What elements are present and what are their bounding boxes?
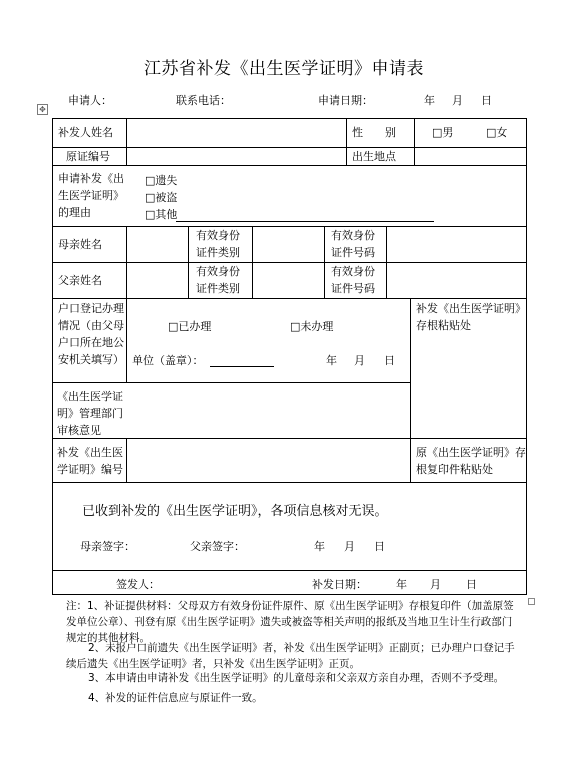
name-field[interactable]	[128, 120, 344, 146]
unit-seal-label: 单位（盖章）：	[132, 354, 204, 367]
father-sign-label: 父亲签字：	[190, 540, 245, 553]
reason-other-field[interactable]	[176, 205, 434, 222]
hukou-month-label: 月	[354, 354, 365, 367]
reason-stolen-checkbox[interactable]: □被盗	[145, 191, 178, 204]
apply-date-label: 申请日期：	[318, 94, 373, 107]
hukou-done-checkbox[interactable]: □已办理	[168, 320, 212, 333]
father-name-label: 父亲姓名	[58, 274, 102, 287]
mother-id-no-label: 有效身份证件号码	[331, 229, 375, 259]
mother-name-field[interactable]	[128, 228, 186, 260]
audit-label: 《出生医学证明》管理部门审核意见	[57, 390, 123, 437]
hukou-label: 户口登记办理情况（由父母户口所在地公安机关填写）	[58, 302, 124, 366]
sign-month-label: 月	[344, 540, 355, 553]
gender-label: 性 别	[352, 126, 396, 139]
issue-day-label: 日	[466, 578, 477, 591]
note-2: 2、未报户口前遗失《出生医学证明》者，补发《出生医学证明》正副页；已办理户口登记手续后遗失《出生医学证明》者，只补发《出生医学证明》正页。	[66, 642, 515, 670]
apply-year-label: 年	[424, 94, 435, 107]
table-end-marker	[528, 598, 535, 605]
note-3: 3、本申请由申请补发《出生医学证明》的儿童母亲和父亲双方亲自办理，否则不予受理。	[88, 672, 505, 684]
note-4: 4、补发的证件信息应与原证件一致。	[88, 692, 263, 704]
mother-sign-label: 母亲签字：	[80, 540, 135, 553]
sign-day-label: 日	[374, 540, 385, 553]
mother-name-label: 母亲姓名	[58, 238, 102, 251]
unit-seal-field[interactable]	[210, 352, 274, 367]
hukou-day-label: 日	[384, 354, 395, 367]
birthplace-field[interactable]	[416, 149, 524, 164]
hukou-not-done-checkbox[interactable]: □未办理	[290, 320, 334, 333]
father-name-field[interactable]	[128, 264, 186, 296]
page-title: 江苏省补发《出生医学证明》申请表	[144, 59, 424, 79]
reason-other-checkbox[interactable]: □其他	[145, 208, 178, 221]
issue-year-label: 年	[396, 578, 407, 591]
note-1: 注：1、补证提供材料：父母双方有效身份证件原件、原《出生医学证明》存根复印件（加盖原签发单位公章）、刊登有原《出生医学证明》遗失或被盗等相关声明的报纸及当地卫生计生行政部门规定的其他材料。	[66, 600, 514, 644]
female-checkbox[interactable]: □女	[486, 126, 508, 139]
issue-date-label: 补发日期：	[312, 578, 367, 591]
reissue-no-label: 补发《出生医学证明》编号	[57, 446, 123, 476]
male-checkbox[interactable]: □男	[432, 126, 454, 139]
name-label: 补发人姓名	[58, 126, 113, 139]
mother-id-no-field[interactable]	[388, 228, 524, 260]
reason-lost-checkbox[interactable]: □遗失	[145, 174, 178, 187]
father-id-no-field[interactable]	[388, 264, 524, 296]
mother-id-type-field[interactable]	[254, 228, 322, 260]
orig-no-label: 原证编号	[66, 150, 110, 163]
received-statement: 已收到补发的《出生医学证明》，各项信息核对无误。	[82, 504, 388, 519]
birthplace-label: 出生地点	[352, 150, 396, 163]
phone-label: 联系电话：	[176, 94, 231, 107]
copy-stub-paste-label: 原《出生医学证明》存根复印件粘贴处	[416, 446, 526, 476]
reissue-no-field[interactable]	[128, 440, 408, 480]
stub-paste-label: 补发《出生医学证明》存根粘贴处	[416, 302, 526, 332]
orig-no-field[interactable]	[128, 149, 344, 164]
hukou-year-label: 年	[326, 354, 337, 367]
father-id-type-field[interactable]	[254, 264, 322, 296]
issue-month-label: 月	[430, 578, 441, 591]
mother-id-type-label: 有效身份证件类别	[196, 229, 240, 259]
signer-label: 签发人：	[116, 578, 160, 591]
father-id-no-label: 有效身份证件号码	[331, 265, 375, 295]
reason-label: 申请补发《出生医学证明》的理由	[58, 172, 124, 219]
apply-day-label: 日	[481, 94, 492, 107]
table-move-handle-icon[interactable]: ✥	[37, 104, 48, 115]
apply-month-label: 月	[452, 94, 463, 107]
father-id-type-label: 有效身份证件类别	[196, 265, 240, 295]
sign-year-label: 年	[314, 540, 325, 553]
applicant-label: 申请人：	[68, 94, 112, 107]
